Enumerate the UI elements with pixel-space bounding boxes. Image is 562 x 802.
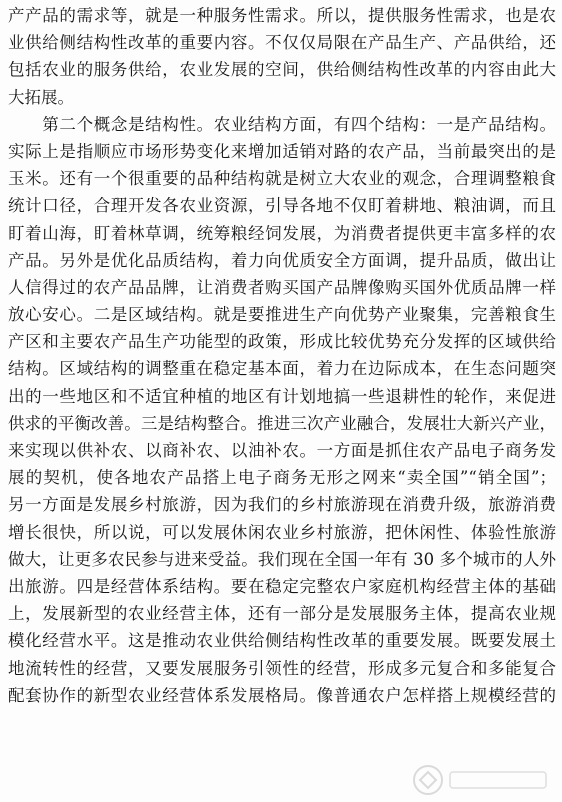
text-line: 另一方面是发展乡村旅游，因为我们的乡村旅游现在消费升级，旅游消费 xyxy=(8,495,556,515)
text-line: 大拓展。 xyxy=(8,87,74,107)
text-line: 做大，让更多农民参与进来受益。我们现在全国一年有 30 多个城市的人外 xyxy=(8,549,556,569)
text-line: 实际上是指顺应市场形势变化来增加适销对路的农产品，当前最突出的是 xyxy=(8,141,556,161)
text-line: 来实现以供补农、以商补农、以油补农。一方面是抓住农产品电子商务发 xyxy=(8,441,556,460)
text-line: 出旅游。四是经营体系结构。要在稳定完整农户家庭机构经营主体的基础 xyxy=(8,576,556,596)
document-body xyxy=(8,2,556,709)
text-line: 展的契机，使各地农产品搭上电子商务无形之网来“卖全国”“销全国”； xyxy=(8,468,556,488)
text-line: 玉米。还有一个很重要的品种结构就是树立大农业的观念，合理调整粮食 xyxy=(8,169,556,189)
text-line: 增长很快，所以说，可以发展休闲农业乡村旅游，把休闲性、体验性旅游 xyxy=(8,522,556,542)
text-line: 第二个概念是结构性。农业结构方面，有四个结构：一是产品结构。 xyxy=(8,114,556,134)
text-line: 业供给侧结构性改革的重要内容。不仅仅局限在产品生产、产品供给，还 xyxy=(8,33,556,53)
text-line: 上，发展新型的农业经营主体，还有一部分是发展服务主体，提高农业规 xyxy=(8,604,556,624)
text-line: 统计口径，合理开发各农业资源，引导各地不仅盯着耕地、粮油调，而且 xyxy=(8,196,556,216)
text-line: 产品。另外是优化品质结构，着力向优质安全方面调，提升品质，做出让 xyxy=(8,250,556,270)
text-line: 放心安心。二是区域结构。就是要推进生产向优势产业聚集，完善粮食生 xyxy=(8,305,556,325)
text-line: 供求的平衡改善。三是结构整合。推进三次产业融合，发展壮大新兴产业， xyxy=(8,413,556,433)
text-line: 地流转性的经营，又要发展服务引领性的经营，形成多元复合和多能复合 xyxy=(8,658,556,678)
watermark-logo-icon xyxy=(408,760,558,800)
text-line: 人信得过的农产品品牌，让消费者购买国产品牌像购买国外优质品牌一样 xyxy=(8,277,556,297)
text-line: 产区和主要农产品生产功能型的政策，形成比较优势充分发挥的区域供给 xyxy=(8,332,556,352)
text-line: 模化经营水平。这是推动农业供给侧结构性改革的重要发展。既要发展土 xyxy=(8,631,556,651)
text-line: 盯着山海，盯着林草调，统筹粮经饲发展，为消费者提供更丰富多样的农 xyxy=(8,223,556,243)
text-line: 产产品的需求等，就是一种服务性需求。所以，提供服务性需求，也是农 xyxy=(8,6,556,25)
text-line: 出的一些地区和不适宜种植的地区有计划地搞一些退耕性的轮作，来促进 xyxy=(8,386,556,406)
text-line: 配套协作的新型农业经营体系发展格局。像普通农户怎样搭上规模经营的 xyxy=(8,685,556,705)
text-line: 结构。区域结构的调整重在稳定基本面，着力在边际成本，在生态问题突 xyxy=(8,359,556,379)
text-line: 包括农业的服务供给，农业发展的空间，供给侧结构性改革的内容由此大 xyxy=(8,60,556,80)
